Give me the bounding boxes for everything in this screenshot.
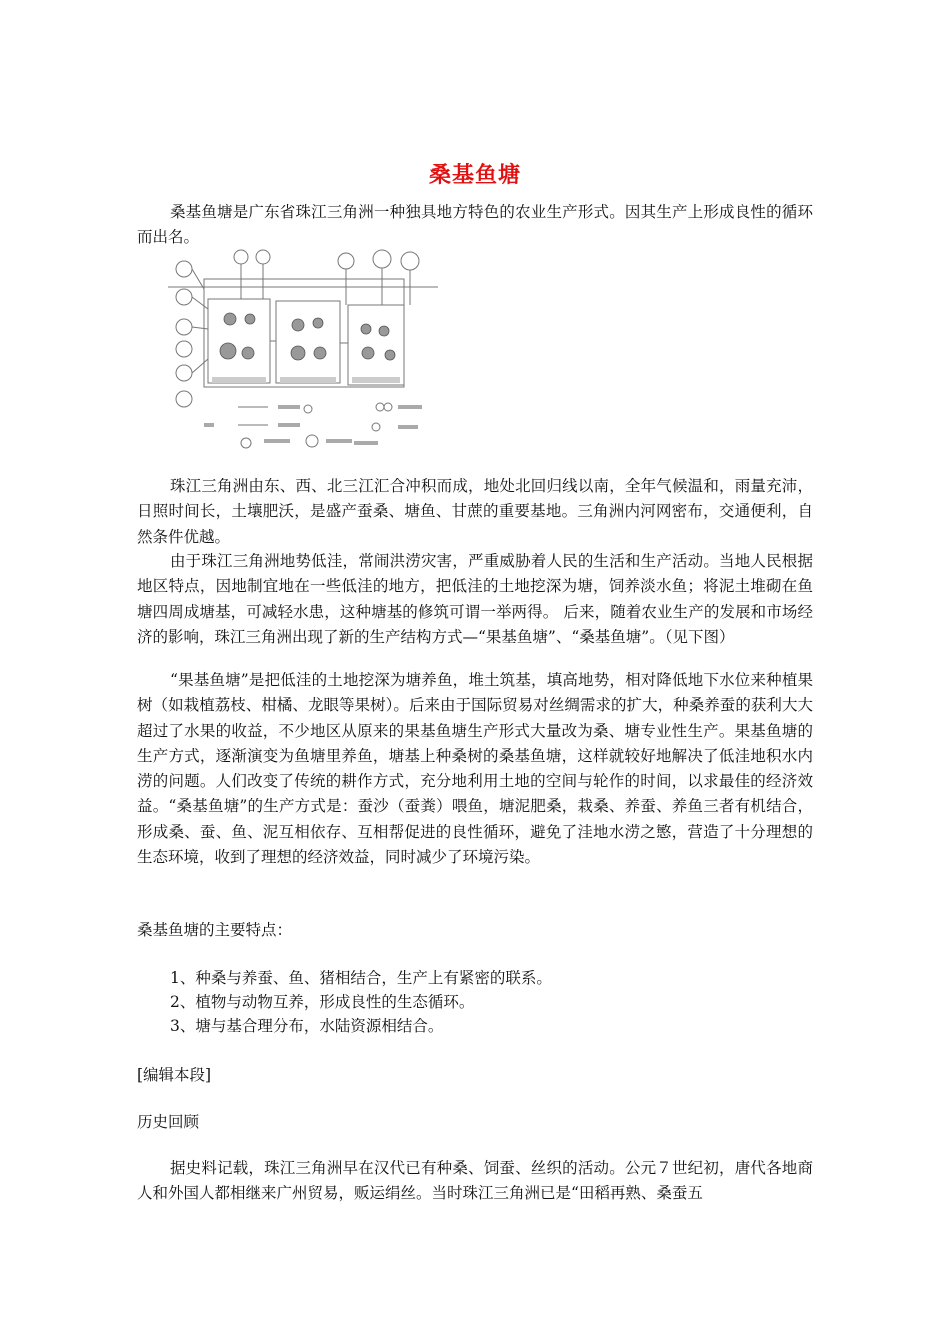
paragraph-geography: 珠江三角洲由东、西、北三江汇合冲积而成，地处北回归线以南，全年气候温和，雨量充沛，日照时间长，土壤肥沃，是盛产蚕桑、塘鱼、甘蔗的重要基地。三角洲内河网密布，交通便利，自然条件优越。 — [137, 477, 813, 546]
feature-item-3: 3、塘与基合理分布，水陆资源相结合。 — [170, 1017, 444, 1035]
features-heading: 桑基鱼塘的主要特点： — [137, 921, 293, 939]
document-title: 桑基鱼塘 — [428, 163, 521, 188]
edit-section-link[interactable]: [编辑本段] — [137, 1066, 212, 1084]
paragraph-history-development: 由于珠江三角洲地势低洼，常闹洪涝灾害，严重威胁着人民的生活和生产活动。当地人民根据地区特点，因地制宜地在一些低洼的地方，把低洼的土地挖深为塘，饲养淡水鱼；将泥土堆砌在鱼塘四周成塘基，可减轻水患，这种塘基的修筑可谓一举两得。 后来，随着农业生产的发展和市场经济的影响，珠江三角洲出现了新的生产结构方式—“果基鱼塘”、“桑基鱼塘”。（见下图） — [137, 552, 813, 646]
history-paragraph: 据史料记载，珠江三角洲早在汉代已有种桑、饲蚕、丝织的活动。公元７世纪初，唐代各地商人和外国人都相继来广州贸易，贩运绢丝。当时珠江三角洲已是“田稻再熟、桑蚕五 — [137, 1159, 813, 1203]
feature-item-1: 1、种桑与养蚕、鱼、猪相结合，生产上有紧密的联系。 — [170, 969, 552, 987]
system-diagram-figure — [168, 249, 438, 461]
intro-paragraph: 桑基鱼塘是广东省珠江三角洲一种独具地方特色的农业生产形式。因其生产上形成良性的循环而出名。 — [137, 203, 813, 247]
paragraph-fruit-dike: “果基鱼塘”是把低洼的土地挖深为塘养鱼，堆土筑基，填高地势，相对降低地下水位来种植果树（如栽植荔枝、柑橘、龙眼等果树）。后来由于国际贸易对丝绸需求的扩大，种桑养蚕的获利大大超过了水果的收益，不少地区从原来的果基鱼塘生产形式大量改为桑、塘专业性生产。果基鱼塘的生产方式，逐渐演变为鱼塘里养鱼，塘基上种桑树的桑基鱼塘，这样就较好地解决了低洼地积水内涝的问题。人们改变了传统的耕作方式，充分地利用土地的空间与轮作的时间，以求最佳的经济效益。“桑基鱼塘”的生产方式是：蚕沙（蚕粪）喂鱼，塘泥肥桑，栽桑、养蚕、养鱼三者有机结合，形成桑、蚕、鱼、泥互相依存、互相帮促进的良性循环，避免了洼地水涝之慜，营造了十分理想的生态环境，收到了理想的经济效益，同时减少了环境污染。 — [137, 671, 813, 867]
feature-item-2: 2、植物与动物互养，形成良性的生态循环。 — [170, 993, 475, 1011]
history-heading: 历史回顾 — [137, 1113, 200, 1131]
system-diagram — [168, 249, 438, 461]
